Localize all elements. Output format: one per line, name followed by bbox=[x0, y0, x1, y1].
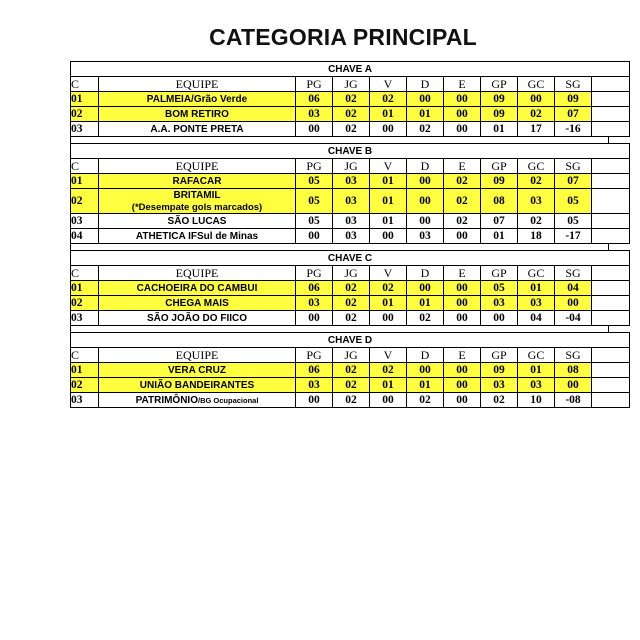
column-header: GP bbox=[481, 159, 518, 174]
table-row bbox=[71, 92, 630, 107]
empty-cell bbox=[592, 393, 630, 408]
column-header: V bbox=[370, 348, 407, 363]
column-header: E bbox=[444, 348, 481, 363]
column-header: GP bbox=[481, 348, 518, 363]
stat-gc-cell: 03 bbox=[518, 296, 555, 311]
stat-pg-cell: 00 bbox=[296, 122, 333, 137]
stat-gc-cell: 03 bbox=[518, 378, 555, 393]
column-header: PG bbox=[296, 159, 333, 174]
table-row bbox=[71, 311, 630, 326]
stat-sg-cell: 09 bbox=[555, 92, 592, 107]
column-header: PG bbox=[296, 348, 333, 363]
stat-jg-cell: 02 bbox=[333, 107, 370, 122]
empty-column-header bbox=[592, 348, 630, 363]
stat-d-cell: 01 bbox=[407, 107, 444, 122]
stat-d-cell: 00 bbox=[407, 92, 444, 107]
stat-pg-cell: 00 bbox=[296, 229, 333, 244]
stat-e-cell: 00 bbox=[444, 122, 481, 137]
stat-e-cell: 02 bbox=[444, 189, 481, 214]
stat-gp-cell: 05 bbox=[481, 281, 518, 296]
column-header: C bbox=[71, 159, 99, 174]
column-header: D bbox=[407, 348, 444, 363]
table-row bbox=[71, 107, 630, 122]
stat-pg-cell: 03 bbox=[296, 107, 333, 122]
position-cell: 02 bbox=[71, 378, 99, 393]
column-header: JG bbox=[333, 159, 370, 174]
column-header: SG bbox=[555, 348, 592, 363]
table-row bbox=[71, 214, 630, 229]
stat-e-cell: 00 bbox=[444, 363, 481, 378]
stat-sg-cell: 04 bbox=[555, 281, 592, 296]
column-header: GC bbox=[518, 348, 555, 363]
stat-sg-cell: -16 bbox=[555, 122, 592, 137]
table-row bbox=[71, 122, 630, 137]
stat-d-cell: 01 bbox=[407, 296, 444, 311]
group-table bbox=[70, 250, 630, 326]
column-header: SG bbox=[555, 159, 592, 174]
column-header: E bbox=[444, 77, 481, 92]
stat-gp-cell: 00 bbox=[481, 311, 518, 326]
team-cell bbox=[99, 174, 296, 189]
tiebreak-note: (*Desempate gols marcados) bbox=[131, 202, 263, 213]
position-cell: 03 bbox=[71, 122, 99, 137]
group-table bbox=[70, 61, 630, 137]
empty-cell bbox=[592, 107, 630, 122]
stat-jg-cell: 02 bbox=[333, 393, 370, 408]
column-header: E bbox=[444, 266, 481, 281]
position-cell: 03 bbox=[71, 393, 99, 408]
stat-jg-cell: 02 bbox=[333, 363, 370, 378]
table-row bbox=[71, 281, 630, 296]
empty-cell bbox=[592, 311, 630, 326]
position-cell: 02 bbox=[71, 296, 99, 311]
team-name: PATRIMÔNIO bbox=[135, 394, 198, 406]
group-name: CHAVE C bbox=[71, 251, 630, 266]
stat-sg-cell: 07 bbox=[555, 107, 592, 122]
team-name: ATHETICA IFSul de Minas bbox=[135, 230, 259, 242]
team-name: UNIÃO BANDEIRANTES bbox=[139, 379, 255, 391]
stat-pg-cell: 06 bbox=[296, 363, 333, 378]
stat-sg-cell: -17 bbox=[555, 229, 592, 244]
page-title: CATEGORIA PRINCIPAL bbox=[209, 24, 477, 50]
empty-cell bbox=[592, 229, 630, 244]
empty-cell bbox=[592, 281, 630, 296]
stat-sg-cell: -04 bbox=[555, 311, 592, 326]
stat-v-cell: 01 bbox=[370, 378, 407, 393]
stat-d-cell: 02 bbox=[407, 393, 444, 408]
column-header: SG bbox=[555, 77, 592, 92]
column-header: GC bbox=[518, 266, 555, 281]
table-row bbox=[71, 363, 630, 378]
stat-e-cell: 00 bbox=[444, 378, 481, 393]
table-row bbox=[71, 378, 630, 393]
group-table bbox=[70, 143, 630, 244]
stat-sg-cell: 05 bbox=[555, 214, 592, 229]
stat-gc-cell: 02 bbox=[518, 107, 555, 122]
header-row bbox=[71, 348, 630, 363]
stat-d-cell: 02 bbox=[407, 122, 444, 137]
stat-v-cell: 00 bbox=[370, 122, 407, 137]
table-row bbox=[71, 174, 630, 189]
empty-column-header bbox=[592, 159, 630, 174]
column-header: EQUIPE bbox=[99, 77, 296, 92]
stat-pg-cell: 03 bbox=[296, 296, 333, 311]
team-cell bbox=[99, 281, 296, 296]
position-cell: 01 bbox=[71, 281, 99, 296]
stat-v-cell: 01 bbox=[370, 214, 407, 229]
empty-column-header bbox=[592, 77, 630, 92]
team-name: CHEGA MAIS bbox=[165, 297, 229, 309]
team-name: CACHOEIRA DO CAMBUI bbox=[136, 282, 258, 294]
stat-pg-cell: 05 bbox=[296, 189, 333, 214]
empty-cell bbox=[592, 296, 630, 311]
stat-gp-cell: 03 bbox=[481, 378, 518, 393]
group-table bbox=[70, 332, 630, 408]
stat-gp-cell: 09 bbox=[481, 363, 518, 378]
stat-gc-cell: 18 bbox=[518, 229, 555, 244]
stat-gp-cell: 09 bbox=[481, 92, 518, 107]
column-header: GP bbox=[481, 77, 518, 92]
stat-gp-cell: 07 bbox=[481, 214, 518, 229]
position-cell: 01 bbox=[71, 92, 99, 107]
team-cell bbox=[99, 107, 296, 122]
team-cell bbox=[99, 214, 296, 229]
column-header: JG bbox=[333, 348, 370, 363]
position-cell: 01 bbox=[71, 363, 99, 378]
column-header: JG bbox=[333, 77, 370, 92]
stat-e-cell: 02 bbox=[444, 214, 481, 229]
stat-d-cell: 00 bbox=[407, 363, 444, 378]
stat-sg-cell: 08 bbox=[555, 363, 592, 378]
team-name-suffix: /BG Ocupacional bbox=[197, 395, 259, 405]
group-name: CHAVE B bbox=[71, 144, 630, 159]
team-name: BRITAMIL bbox=[173, 190, 221, 201]
column-header: V bbox=[370, 77, 407, 92]
stat-gc-cell: 01 bbox=[518, 281, 555, 296]
stat-e-cell: 00 bbox=[444, 311, 481, 326]
stat-v-cell: 02 bbox=[370, 363, 407, 378]
stat-e-cell: 02 bbox=[444, 174, 481, 189]
stat-gc-cell: 10 bbox=[518, 393, 555, 408]
stat-pg-cell: 06 bbox=[296, 92, 333, 107]
stat-jg-cell: 03 bbox=[333, 229, 370, 244]
stat-d-cell: 02 bbox=[407, 311, 444, 326]
stat-sg-cell: 05 bbox=[555, 189, 592, 214]
stat-gp-cell: 03 bbox=[481, 296, 518, 311]
stat-pg-cell: 06 bbox=[296, 281, 333, 296]
stat-gp-cell: 09 bbox=[481, 174, 518, 189]
position-cell: 03 bbox=[71, 214, 99, 229]
group-name: CHAVE D bbox=[71, 333, 630, 348]
position-cell: 02 bbox=[71, 107, 99, 122]
column-header: JG bbox=[333, 266, 370, 281]
column-header: EQUIPE bbox=[99, 266, 296, 281]
column-header: GP bbox=[481, 266, 518, 281]
stat-gp-cell: 01 bbox=[481, 229, 518, 244]
position-cell: 01 bbox=[71, 174, 99, 189]
column-header: GC bbox=[518, 159, 555, 174]
stat-v-cell: 02 bbox=[370, 92, 407, 107]
column-header: V bbox=[370, 266, 407, 281]
stat-gp-cell: 08 bbox=[481, 189, 518, 214]
position-cell: 02 bbox=[71, 189, 99, 214]
stat-pg-cell: 00 bbox=[296, 393, 333, 408]
column-header: D bbox=[407, 266, 444, 281]
team-name: BOM RETIRO bbox=[165, 108, 229, 120]
team-cell bbox=[99, 189, 296, 214]
column-header: V bbox=[370, 159, 407, 174]
stat-d-cell: 00 bbox=[407, 214, 444, 229]
column-header: EQUIPE bbox=[99, 348, 296, 363]
stat-sg-cell: 00 bbox=[555, 296, 592, 311]
team-name: PALMEIA/Grão Verde bbox=[146, 93, 248, 105]
team-cell bbox=[99, 92, 296, 107]
column-header: SG bbox=[555, 266, 592, 281]
team-name: VERA CRUZ bbox=[168, 364, 226, 376]
team-name: SÃO LUCAS bbox=[167, 215, 227, 227]
standings-tables bbox=[70, 61, 609, 408]
stat-e-cell: 00 bbox=[444, 296, 481, 311]
empty-cell bbox=[592, 214, 630, 229]
empty-cell bbox=[592, 122, 630, 137]
stat-jg-cell: 03 bbox=[333, 189, 370, 214]
column-header: EQUIPE bbox=[99, 159, 296, 174]
stat-d-cell: 01 bbox=[407, 378, 444, 393]
stat-sg-cell: -08 bbox=[555, 393, 592, 408]
stat-sg-cell: 07 bbox=[555, 174, 592, 189]
stat-jg-cell: 03 bbox=[333, 174, 370, 189]
stat-pg-cell: 00 bbox=[296, 311, 333, 326]
column-header: PG bbox=[296, 266, 333, 281]
column-header: D bbox=[407, 77, 444, 92]
stat-pg-cell: 05 bbox=[296, 174, 333, 189]
stat-d-cell: 00 bbox=[407, 189, 444, 214]
column-header: C bbox=[71, 348, 99, 363]
stat-v-cell: 01 bbox=[370, 107, 407, 122]
stat-e-cell: 00 bbox=[444, 229, 481, 244]
stat-sg-cell: 00 bbox=[555, 378, 592, 393]
stat-jg-cell: 02 bbox=[333, 378, 370, 393]
stat-gc-cell: 02 bbox=[518, 214, 555, 229]
stat-v-cell: 01 bbox=[370, 296, 407, 311]
team-cell bbox=[99, 122, 296, 137]
stat-jg-cell: 02 bbox=[333, 122, 370, 137]
column-header: C bbox=[71, 266, 99, 281]
stat-gc-cell: 00 bbox=[518, 92, 555, 107]
header-row bbox=[71, 159, 630, 174]
stat-e-cell: 00 bbox=[444, 281, 481, 296]
empty-cell bbox=[592, 92, 630, 107]
column-header: D bbox=[407, 159, 444, 174]
stat-gc-cell: 03 bbox=[518, 189, 555, 214]
team-cell bbox=[99, 311, 296, 326]
column-header: GC bbox=[518, 77, 555, 92]
stat-v-cell: 00 bbox=[370, 393, 407, 408]
stat-v-cell: 00 bbox=[370, 311, 407, 326]
position-cell: 03 bbox=[71, 311, 99, 326]
stat-gc-cell: 02 bbox=[518, 174, 555, 189]
table-row bbox=[71, 189, 630, 214]
stat-jg-cell: 03 bbox=[333, 214, 370, 229]
stat-pg-cell: 03 bbox=[296, 378, 333, 393]
column-header: E bbox=[444, 159, 481, 174]
team-cell bbox=[99, 393, 296, 408]
stat-pg-cell: 05 bbox=[296, 214, 333, 229]
position-cell: 04 bbox=[71, 229, 99, 244]
empty-cell bbox=[592, 174, 630, 189]
stat-gp-cell: 09 bbox=[481, 107, 518, 122]
stat-d-cell: 03 bbox=[407, 229, 444, 244]
stat-jg-cell: 02 bbox=[333, 92, 370, 107]
stat-v-cell: 00 bbox=[370, 229, 407, 244]
group-name: CHAVE A bbox=[71, 62, 630, 77]
stat-d-cell: 00 bbox=[407, 281, 444, 296]
stat-gc-cell: 17 bbox=[518, 122, 555, 137]
header-row bbox=[71, 77, 630, 92]
empty-cell bbox=[592, 363, 630, 378]
team-name: A.A. PONTE PRETA bbox=[150, 123, 244, 135]
stat-jg-cell: 02 bbox=[333, 311, 370, 326]
stat-jg-cell: 02 bbox=[333, 281, 370, 296]
team-name: RAFACAR bbox=[172, 175, 222, 187]
table-row bbox=[71, 229, 630, 244]
stat-v-cell: 02 bbox=[370, 281, 407, 296]
stat-v-cell: 01 bbox=[370, 174, 407, 189]
team-cell bbox=[99, 378, 296, 393]
table-row bbox=[71, 296, 630, 311]
stat-gp-cell: 02 bbox=[481, 393, 518, 408]
team-name: SÃO JOÃO DO FIICO bbox=[146, 312, 247, 324]
column-header: PG bbox=[296, 77, 333, 92]
stat-d-cell: 00 bbox=[407, 174, 444, 189]
team-cell bbox=[99, 363, 296, 378]
empty-cell bbox=[592, 378, 630, 393]
column-header: C bbox=[71, 77, 99, 92]
stat-v-cell: 01 bbox=[370, 189, 407, 214]
stat-e-cell: 00 bbox=[444, 92, 481, 107]
stat-gp-cell: 01 bbox=[481, 122, 518, 137]
table-row bbox=[71, 393, 630, 408]
stat-jg-cell: 02 bbox=[333, 296, 370, 311]
empty-column-header bbox=[592, 266, 630, 281]
team-cell bbox=[99, 229, 296, 244]
header-row bbox=[71, 266, 630, 281]
empty-cell bbox=[592, 189, 630, 214]
stat-gc-cell: 01 bbox=[518, 363, 555, 378]
stat-e-cell: 00 bbox=[444, 393, 481, 408]
stat-gc-cell: 04 bbox=[518, 311, 555, 326]
team-cell bbox=[99, 296, 296, 311]
stat-e-cell: 00 bbox=[444, 107, 481, 122]
